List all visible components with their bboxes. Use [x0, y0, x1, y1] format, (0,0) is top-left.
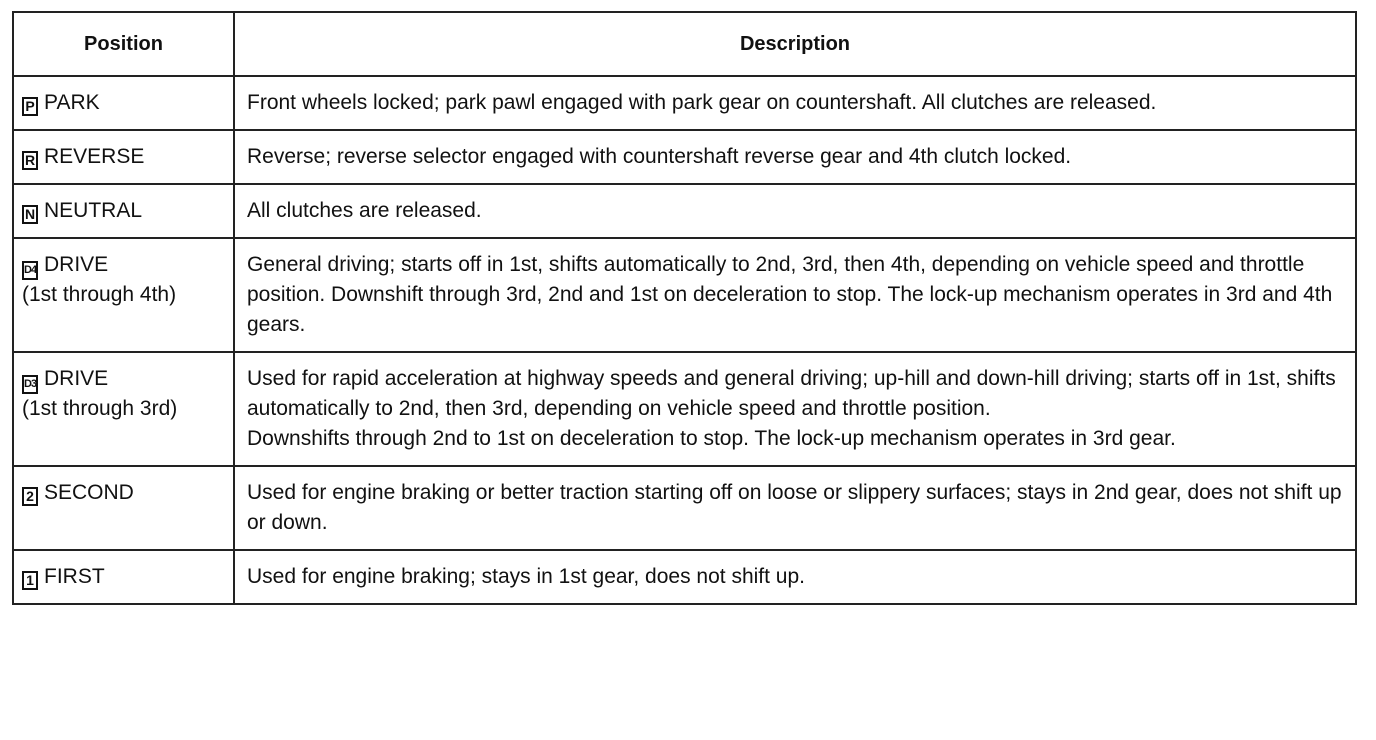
description-text: Front wheels locked; park pawl engaged with park gear on countershaft. All clutches are released.	[247, 91, 1157, 114]
table-row	[13, 130, 1356, 184]
position-name	[22, 478, 225, 508]
gear-symbol-icon: 1	[22, 571, 38, 590]
position-range: (1st through 4th)	[22, 283, 177, 306]
position-label: SECOND	[44, 481, 134, 504]
description-text: Used for rapid acceleration at highway speeds and general driving; up-hill and down-hill driving; starts off in 1st, shifts automatically to 2nd, then 3rd, depending on vehicle speed and throttle position.	[247, 367, 1336, 420]
header-description: Description	[234, 12, 1356, 76]
description-text: Used for engine braking; stays in 1st gear, does not shift up.	[247, 565, 805, 588]
description-cell	[234, 184, 1356, 238]
position-cell	[13, 76, 234, 130]
position-name	[22, 88, 225, 118]
description-text: All clutches are released.	[247, 199, 482, 222]
gear-symbol-icon: D3	[22, 375, 38, 394]
position-label: PARK	[44, 91, 100, 114]
description-text: Used for engine braking or better traction starting off on loose or slippery surfaces; stays in 2nd gear, does not shift up or down.	[247, 481, 1342, 534]
position-cell	[13, 130, 234, 184]
gear-symbol-icon: 2	[22, 487, 38, 506]
table-row	[13, 238, 1356, 352]
table-row	[13, 76, 1356, 130]
gear-symbol-icon: P	[22, 97, 38, 116]
position-range: (1st through 3rd)	[22, 397, 178, 420]
gear-position-table	[12, 11, 1357, 605]
gear-symbol-icon: N	[22, 205, 38, 224]
gear-symbol-icon: R	[22, 151, 38, 170]
position-cell	[13, 352, 234, 466]
position-name	[22, 142, 225, 172]
description-cell	[234, 352, 1356, 466]
position-name	[22, 562, 225, 592]
description-cell	[234, 466, 1356, 550]
table-row	[13, 184, 1356, 238]
table-header-row	[13, 12, 1356, 76]
position-cell	[13, 238, 234, 352]
position-cell	[13, 184, 234, 238]
table-row	[13, 466, 1356, 550]
position-name	[22, 364, 225, 394]
position-label: DRIVE	[44, 367, 109, 390]
position-label: NEUTRAL	[44, 199, 143, 222]
position-label: REVERSE	[44, 145, 145, 168]
position-label: FIRST	[44, 565, 105, 588]
table-row	[13, 550, 1356, 604]
position-cell	[13, 466, 234, 550]
position-label: DRIVE	[44, 253, 109, 276]
description-cell	[234, 550, 1356, 604]
description-text: General driving; starts off in 1st, shifts automatically to 2nd, 3rd, then 4th, depending on vehicle speed and throttle position. Downshift through 3rd, 2nd and 1st on deceleration to stop. The lock-up mechanism operates in 3rd and 4th gears.	[247, 253, 1333, 336]
position-name	[22, 250, 225, 280]
position-cell	[13, 550, 234, 604]
description-cell	[234, 130, 1356, 184]
table-row	[13, 352, 1356, 466]
description-text: Downshifts through 2nd to 1st on deceleration to stop. The lock-up mechanism operates in 3rd gear.	[247, 427, 1176, 450]
gear-symbol-icon: D4	[22, 261, 38, 280]
position-name	[22, 196, 225, 226]
description-cell	[234, 238, 1356, 352]
header-position: Position	[13, 12, 234, 76]
description-text: Reverse; reverse selector engaged with countershaft reverse gear and 4th clutch locked.	[247, 145, 1072, 168]
description-cell	[234, 76, 1356, 130]
